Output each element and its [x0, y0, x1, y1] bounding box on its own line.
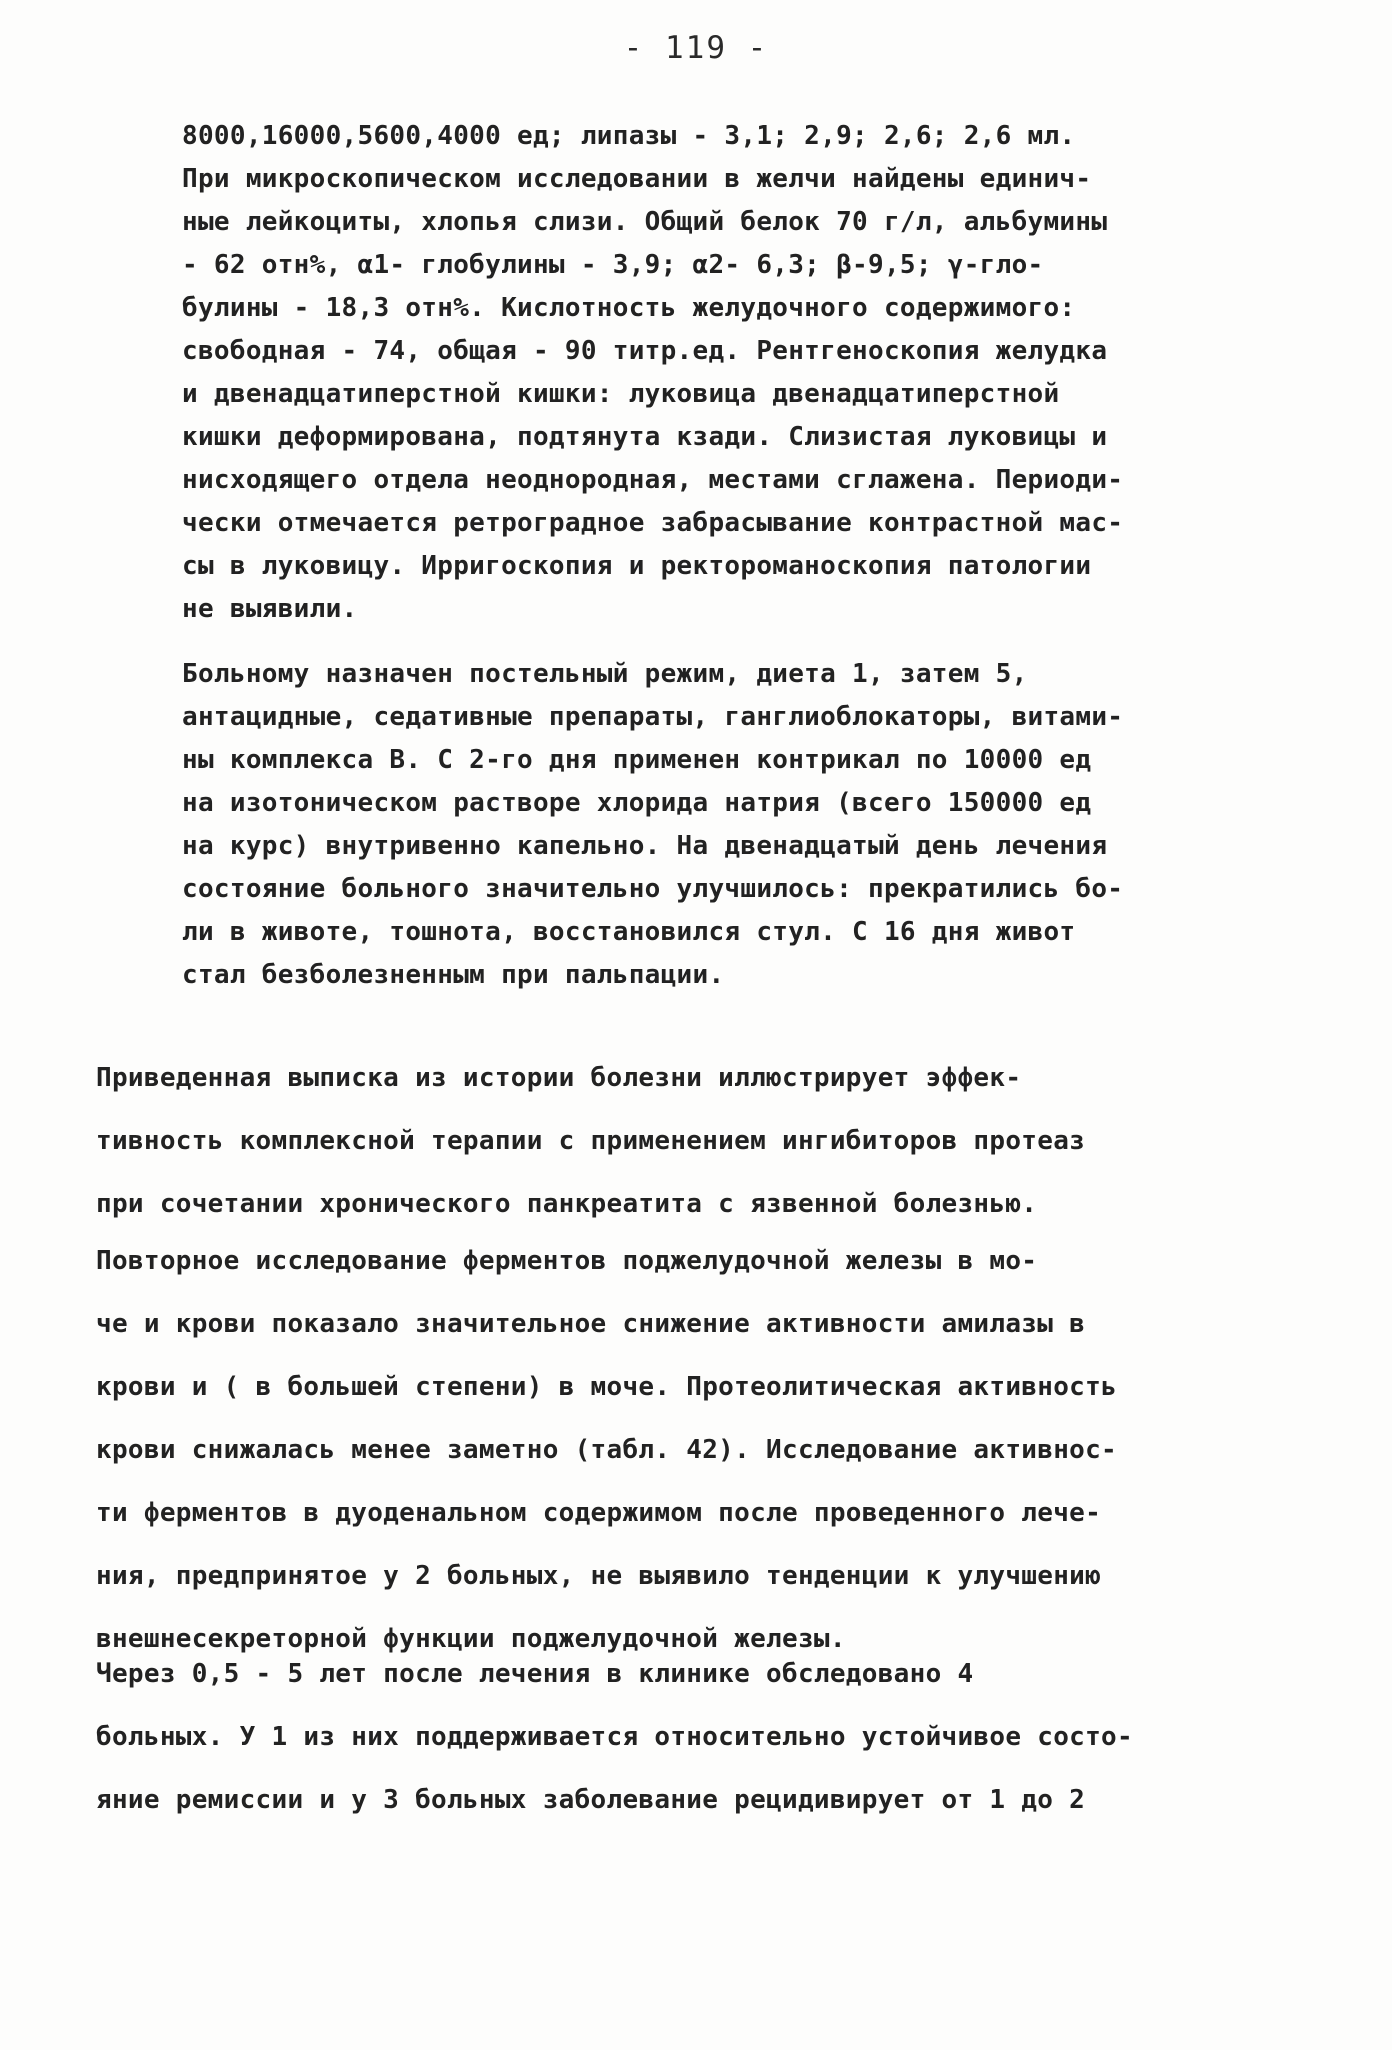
text-line: яние ремиссии и у 3 больных заболевание рецидивирует от 1 до 2	[96, 1785, 1086, 1815]
text-line: Повторное исследование ферментов поджелудочной железы в мо-	[96, 1246, 1038, 1276]
text-line: свободная - 74, общая - 90 титр.ед. Рентгеноскопия желудка	[182, 336, 1108, 366]
summary-paragraph	[96, 1047, 1085, 1236]
text-line: антацидные, седативные препараты, ганглиоблокаторы, витами-	[182, 702, 1124, 732]
page-number: - 119 -	[623, 30, 769, 66]
text-line: че и крови показало значительное снижение активности амилазы в	[96, 1309, 1086, 1339]
text-line: стал безболезненным при пальпации.	[182, 960, 725, 990]
text-line: нисходящего отдела неоднородная, местами сглажена. Периоди-	[182, 465, 1124, 495]
repeat-study-paragraph	[96, 1230, 1117, 1671]
text-line: на изотоническом растворе хлорида натрия (всего 150000 ед	[182, 788, 1092, 818]
treatment-paragraph	[182, 653, 1123, 997]
text-line: крови снижалась менее заметно (табл. 42). Исследование активнос-	[96, 1435, 1118, 1465]
text-line: ны комплекса В. С 2-го дня применен контрикал по 10000 ед	[182, 745, 1092, 775]
text-line: ли в животе, тошнота, восстановился стул. С 16 дня живот	[182, 917, 1076, 947]
text-line: и двенадцатиперстной кишки: луковица двенадцатиперстной	[182, 379, 1060, 409]
followup-paragraph	[96, 1643, 1133, 1832]
text-line: - 62 отн%, α1- глобулины - 3,9; α2- 6,3; β-9,5; γ-гло-	[182, 250, 1044, 280]
text-line: больных. У 1 из них поддерживается относительно устойчивое состо-	[96, 1722, 1133, 1752]
text-line: ти ферментов в дуоденальном содержимом после проведенного лече-	[96, 1498, 1102, 1528]
text-line: не выявили.	[182, 594, 358, 624]
text-line: чески отмечается ретроградное забрасывание контрастной мас-	[182, 508, 1124, 538]
text-line: крови и ( в большей степени) в моче. Протеолитическая активность	[96, 1372, 1118, 1402]
text-line: кишки деформирована, подтянута кзади. Слизистая луковицы и	[182, 422, 1108, 452]
text-line: внешнесекреторной функции поджелудочной железы.	[96, 1624, 846, 1654]
case-paragraph	[182, 115, 1123, 631]
text-line: 8000,16000,5600,4000 ед; липазы - 3,1; 2,9; 2,6; 2,6 мл.	[182, 121, 1076, 151]
text-line: состояние больного значительно улучшилось: прекратились бо-	[182, 874, 1124, 904]
text-line: булины - 18,3 отн%. Кислотность желудочного содержимого:	[182, 293, 1076, 323]
text-line: сы в луковицу. Ирригоскопия и ректороманоскопия патологии	[182, 551, 1092, 581]
text-line: Больному назначен постельный режим, диета 1, затем 5,	[182, 659, 1028, 689]
text-line: Приведенная выписка из истории болезни иллюстрирует эффек-	[96, 1063, 1022, 1093]
text-line: при сочетании хронического панкреатита с язвенной болезнью.	[96, 1189, 1038, 1219]
text-line: ные лейкоциты, хлопья слизи. Общий белок 70 г/л, альбумины	[182, 207, 1108, 237]
text-line: на курс) внутривенно капельно. На двенадцатый день лечения	[182, 831, 1108, 861]
text-line: ния, предпринятое у 2 больных, не выявило тенденции к улучшению	[96, 1561, 1102, 1591]
text-line: При микроскопическом исследовании в желчи найдены единич-	[182, 164, 1092, 194]
text-line: тивность комплексной терапии с применением ингибиторов протеаз	[96, 1126, 1086, 1156]
text-line: Через 0,5 - 5 лет после лечения в клинике обследовано 4	[96, 1659, 974, 1689]
